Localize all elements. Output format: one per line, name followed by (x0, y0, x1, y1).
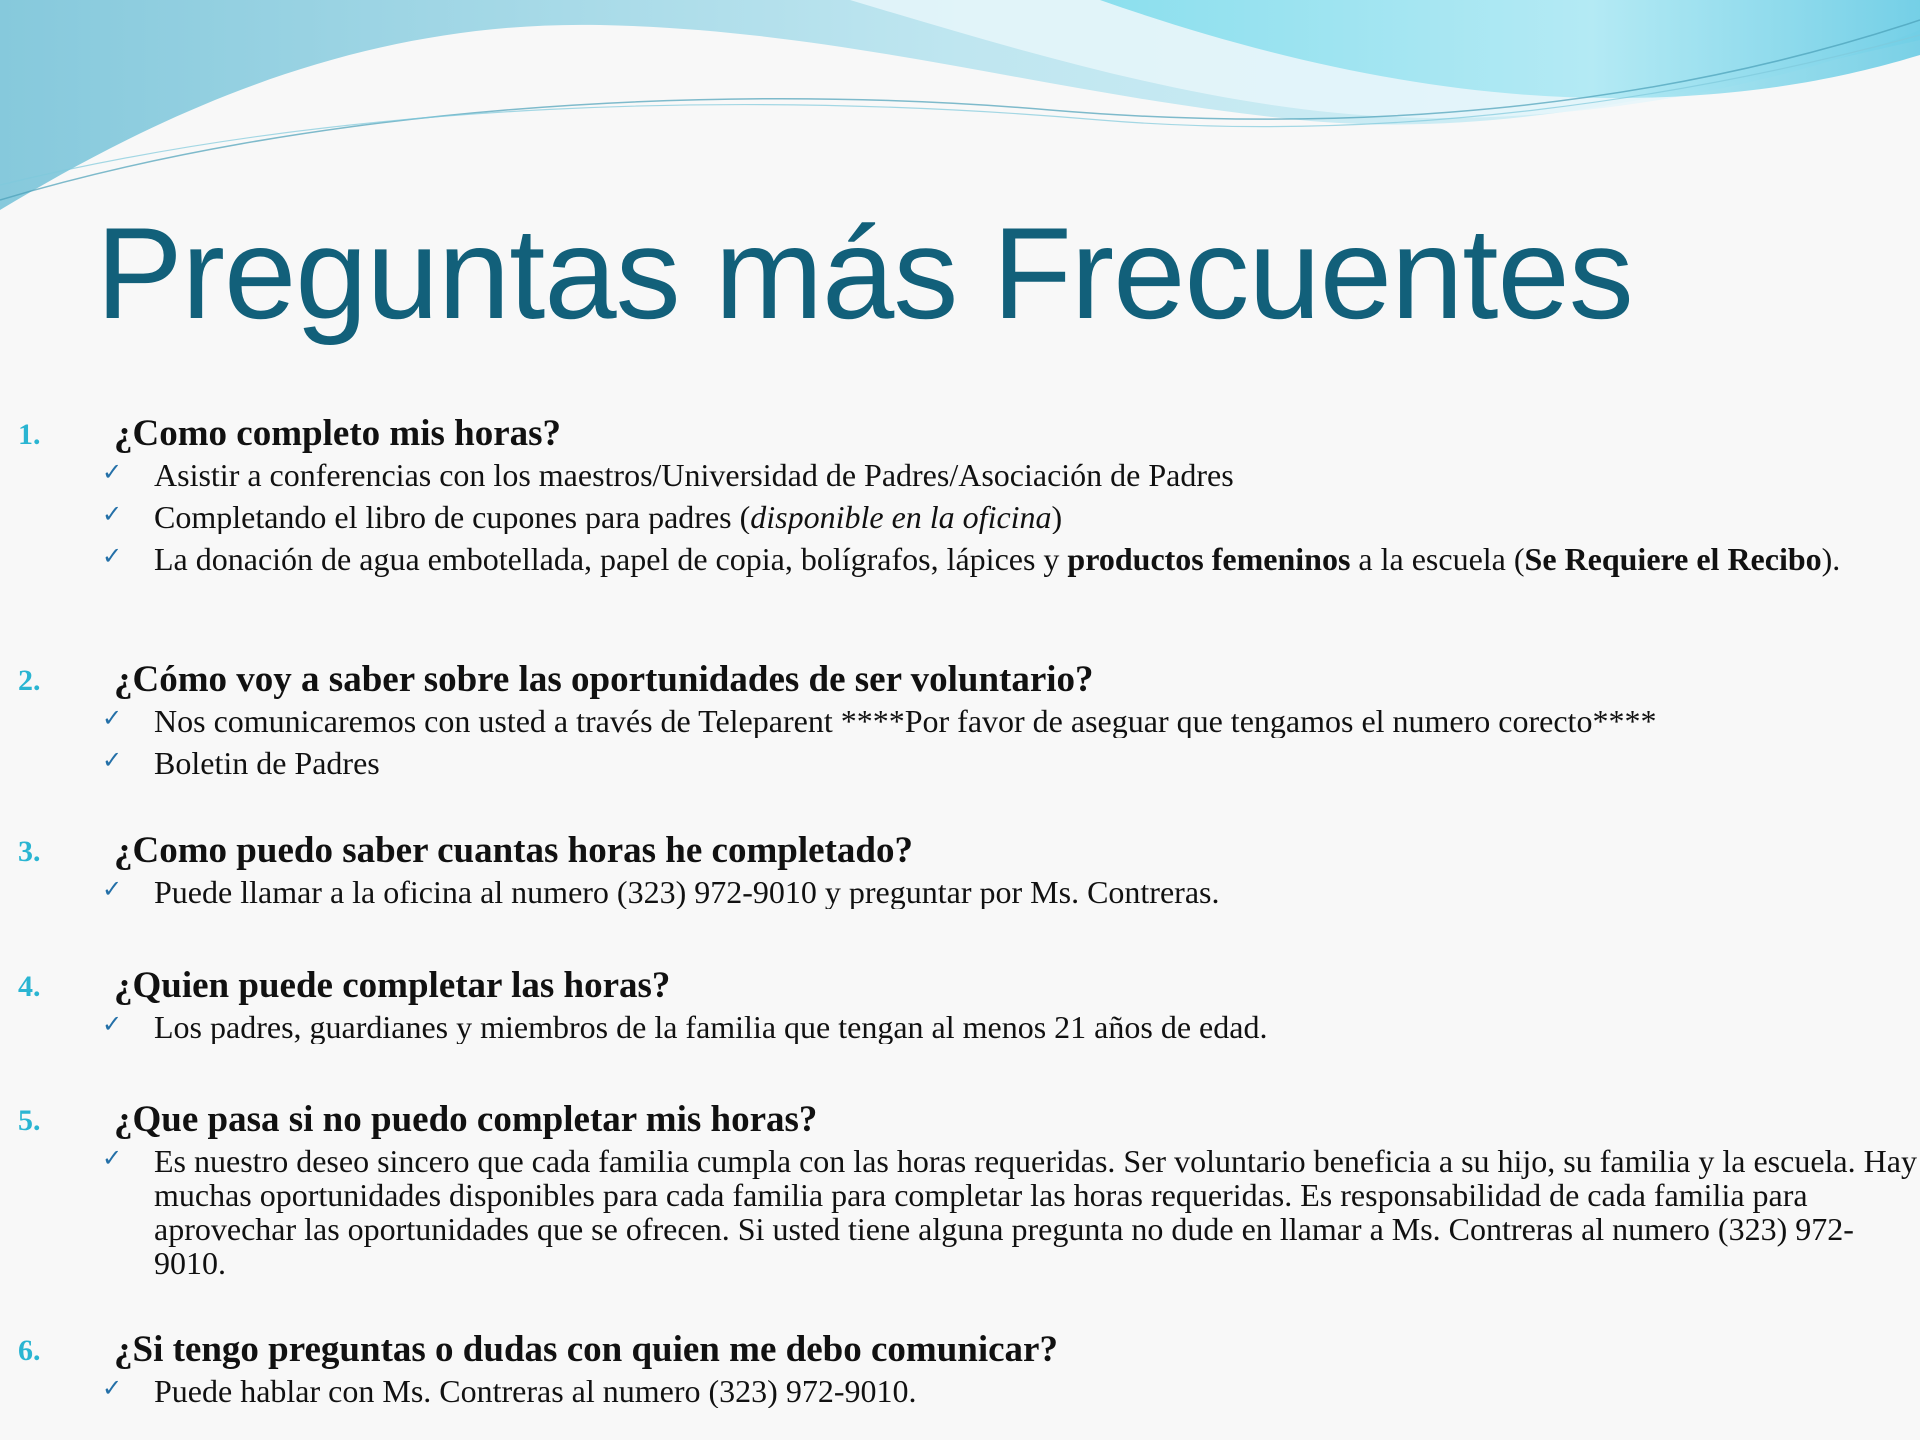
checkmark-icon: ✓ (102, 746, 123, 774)
checkmark-icon: ✓ (102, 1144, 123, 1172)
page-title: Preguntas más Frecuentes (96, 200, 1633, 346)
answer-item (102, 458, 1920, 492)
answer-text-segment: Nos comunicaremos con usted a través de Teleparent ****Por favor de aseguar que tengamos el numero corecto**** (154, 704, 1657, 738)
answer-text-segment: Se Requiere el Recibo (1524, 541, 1822, 577)
question-number: 3. (18, 835, 41, 868)
question-number: 6. (18, 1334, 41, 1367)
question-text: ¿Que pasa si no puedo completar mis horas? (114, 1099, 818, 1140)
checkmark-icon: ✓ (102, 542, 123, 570)
question-number: 2. (18, 664, 41, 697)
question-number: 1. (18, 418, 41, 451)
checkmark-icon: ✓ (102, 1010, 123, 1038)
question-text: ¿Como completo mis horas? (114, 413, 562, 454)
checkmark-icon: ✓ (102, 875, 123, 903)
answer-text (154, 746, 1920, 780)
answer-item (102, 500, 1920, 534)
question-number: 5. (18, 1104, 41, 1137)
answer-text (154, 542, 1920, 576)
question-text: ¿Quien puede completar las horas? (114, 965, 671, 1006)
checkmark-icon: ✓ (102, 1374, 123, 1402)
answer-text-segment: ). (1821, 541, 1841, 577)
answer-item (102, 1374, 1920, 1408)
answer-text (154, 500, 1920, 534)
question-number: 4. (18, 970, 41, 1003)
answer-item (102, 704, 1920, 738)
answer-item (102, 746, 1920, 780)
answer-text (154, 458, 1920, 492)
answer-text-segment: Asistir a conferencias con los maestros/Universidad de Padres/Asociación de Padres (154, 458, 1234, 492)
checkmark-icon: ✓ (102, 458, 123, 486)
answer-item (102, 542, 1920, 576)
question-text: ¿Como puedo saber cuantas horas he completado? (114, 830, 913, 871)
answer-item (102, 875, 1920, 909)
answer-text (154, 704, 1920, 738)
answer-text-segment: Los padres, guardianes y miembros de la familia que tengan al menos 21 años de edad. (154, 1010, 1268, 1044)
answer-text (154, 1374, 1920, 1408)
question-text: ¿Si tengo preguntas o dudas con quien me debo comunicar? (114, 1329, 1058, 1370)
answer-text-segment: ) (1051, 500, 1063, 534)
answer-text-segment: a la escuela ( (1350, 541, 1525, 577)
answer-text-segment: Puede hablar con Ms. Contreras al numero (323) 972-9010. (154, 1374, 917, 1408)
answer-text-segment: disponible en la oficina (750, 500, 1052, 534)
answer-text-segment: Boletin de Padres (154, 746, 380, 780)
answer-text-segment: Completando el libro de cupones para padres ( (154, 500, 751, 534)
answer-text (154, 1144, 1920, 1280)
checkmark-icon: ✓ (102, 500, 123, 528)
question-text: ¿Cómo voy a saber sobre las oportunidades de ser voluntario? (114, 659, 1094, 700)
answer-text-segment: La donación de agua embotellada, papel de copia, bolígrafos, lápices y (154, 541, 1068, 577)
answer-text (154, 875, 1920, 909)
answer-item (102, 1010, 1920, 1044)
answer-item (102, 1144, 1920, 1280)
answer-text (154, 1010, 1920, 1044)
answer-text-segment: Puede llamar a la oficina al numero (323) 972-9010 y preguntar por Ms. Contreras. (154, 875, 1220, 909)
checkmark-icon: ✓ (102, 704, 123, 732)
answer-text-segment: Es nuestro deseo sincero que cada familia cumpla con las horas requeridas. Ser voluntario beneficia a su hijo, su familia y la escuela. Hay muchas oportunidades disponibles para cada familia para completar las horas requeridas. Es responsabilidad de cada familia para aprovechar las oportunidades que se ofrecen. Si usted tiene alguna pregunta no dude en llamar a Ms. Contreras al numero (323) 972-9010. (154, 1143, 1917, 1281)
answer-text-segment: productos femeninos (1067, 541, 1351, 577)
